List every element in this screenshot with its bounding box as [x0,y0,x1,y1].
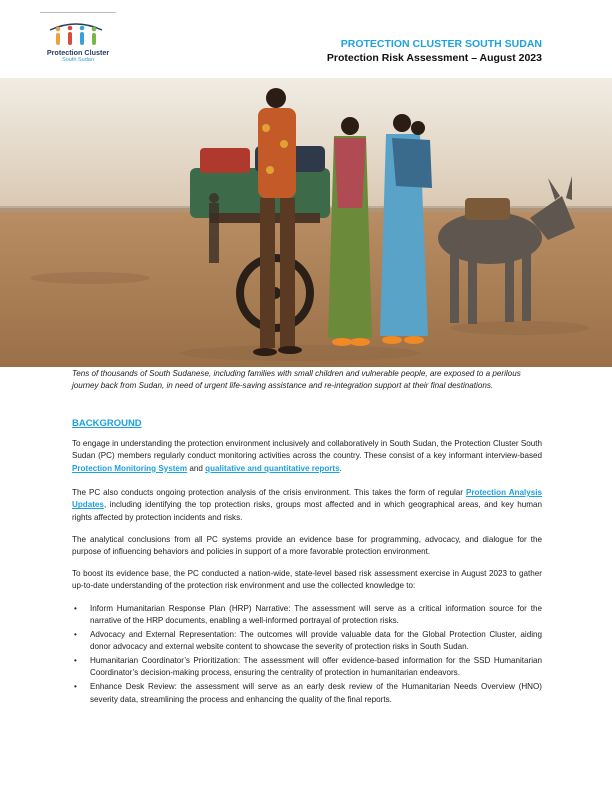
paragraph-text: . [339,463,342,473]
bullet-marker: • [74,604,77,613]
photo-caption: Tens of thousands of South Sudanese, including families with small children and vulnerable people, are exposed to a perilous journey back from Sudan, in need of urgent life-saving assistance and re-integration support at their final destinations. [72,369,521,390]
logo-subtitle: South Sudan [62,57,94,63]
bullet-marker: • [74,656,77,666]
paragraph-text: and [187,463,206,473]
protection-analysis-updates-link[interactable]: Protection Analysis Updates [72,488,542,510]
paragraph-assessment: To boost its evidence base, the PC conducted a nation-wide, state-level based risk assessment exercise in August 2023 to gather up-to-date understanding of the protection risk environment and use the collected knowledge to: [72,569,542,591]
paragraph-text: The PC also conducts ongoing protection analysis of the crisis environment. This takes the form of regular [72,488,466,497]
report-title: Protection Risk Assessment – August 2023 [326,52,542,64]
list-item [72,603,542,628]
cover-photo [0,78,612,367]
logo-title: Protection Cluster [46,48,110,57]
section-heading-background: BACKGROUND [72,418,142,429]
paragraph-text: , including identifying the top protection risks, groups most affected and in which geographical areas, and key human rights affected by protection incidents and risks. [72,500,542,522]
list-item-text: Enhance Desk Review: the assessment will serve as an early desk review of the Humanitarian Needs Overview (HNO) severity data, streamlining the process and enhancing the quality of the final reports. [90,682,542,704]
paragraph-analysis [72,487,542,524]
list-item-text: Inform Humanitarian Response Plan (HRP) Narrative: The assessment will serve as a critical information source for the narrative of the HRP documents, enabling a well-informed portrayal of protection risks. [90,604,542,626]
paragraph-monitoring [72,438,542,475]
people-figures-icon [46,20,106,46]
list-item-text: Humanitarian Coordinator’s Prioritization: The assessment will offer evidence-based information for the SSD Humanitarian Coordinator’s decision-making process, ensuring the centrality of protection in humanitarian endeavors. [90,656,542,678]
list-item [72,629,542,654]
bullet-marker: • [74,630,77,640]
organization-title: PROTECTION CLUSTER SOUTH SUDAN [340,38,542,50]
objectives-list [72,603,542,707]
paragraph-conclusions: The analytical conclusions from all PC systems provide an evidence base for programming, advocacy, and dialogue for the purpose of influencing behaviors and policies in support of a more favorable protection environment. [72,535,542,557]
bullet-marker: • [74,682,77,692]
list-item [72,681,542,706]
logo-divider [40,12,116,13]
paragraph-text: To engage in understanding the protection environment inclusively and collaboratively in South Sudan, the Protection Cluster South Sudan (PC) members regularly conduct monitoring activities across the country. These consist of a key informant interview-based [72,439,542,461]
list-item-text: Advocacy and External Representation: The outcomes will provide valuable data for the Global Protection Cluster, aiding donor advocacy and external website content to showcase the severity of protection risks in South Sudan. [90,630,542,652]
qualitative-quantitative-reports-link[interactable]: qualitative and quantitative reports [205,463,340,473]
protection-monitoring-system-link[interactable]: Protection Monitoring System [72,463,188,473]
list-item [72,655,542,680]
